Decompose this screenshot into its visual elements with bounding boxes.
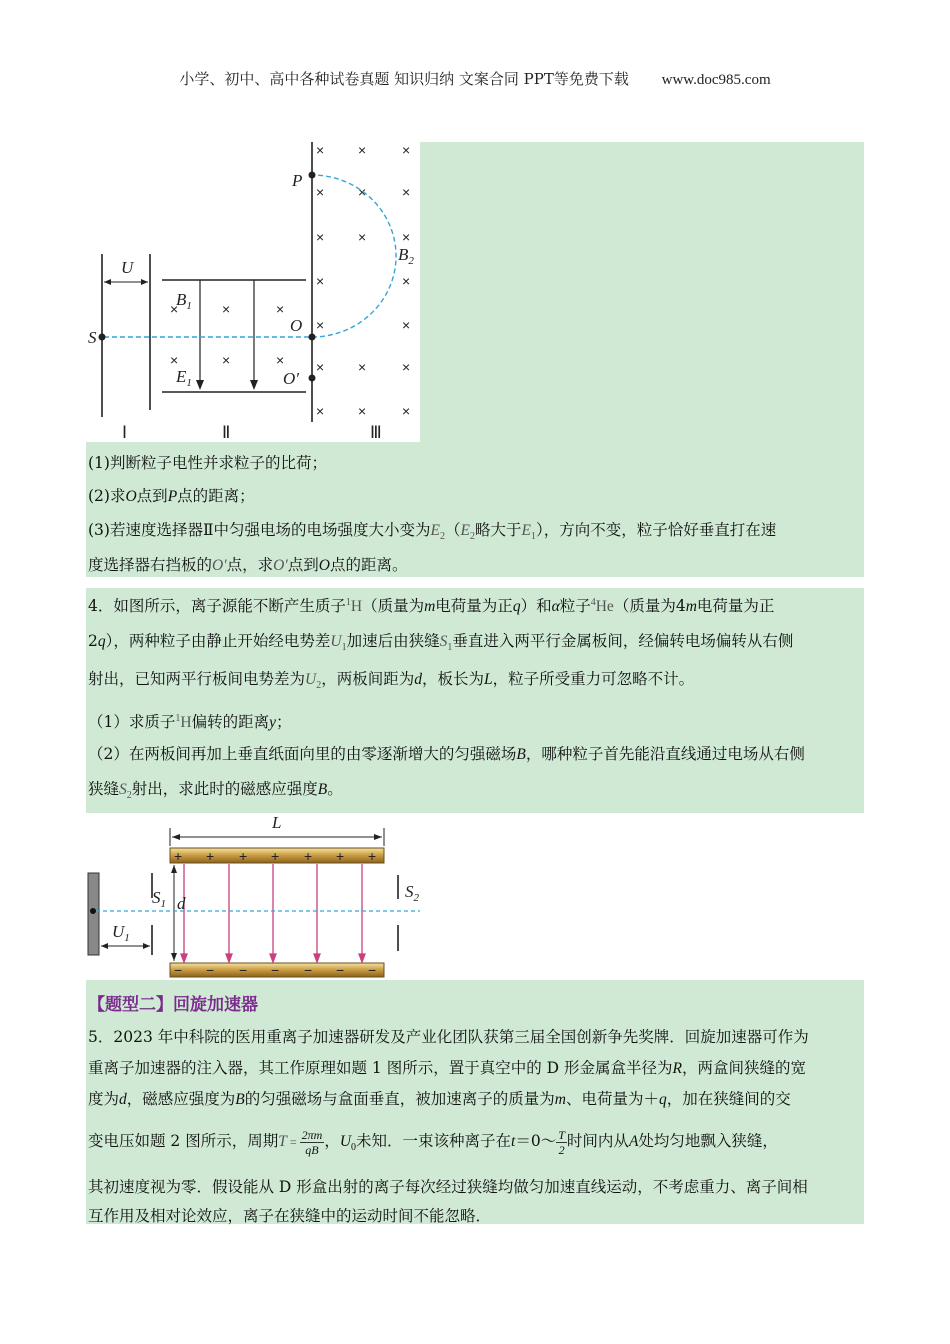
svg-text:+: + [368, 848, 377, 864]
svg-text:×: × [358, 359, 367, 375]
svg-text:×: × [402, 184, 411, 200]
fraction-half-period: $\frac{T}{2}$ [558, 1127, 565, 1157]
svg-text:×: × [358, 403, 367, 419]
q4-part2-line1: （2）在两板间再加上垂直纸面向里的由零逐渐增大的匀强磁场B，哪种粒子首先能沿直线通过电场从右侧 [88, 745, 805, 763]
label-O-prime: O′ [283, 369, 299, 388]
svg-text:×: × [316, 317, 325, 333]
q4-part2-line2: 狭缝$S_2$射出，求此时的磁感应强度B。 [88, 780, 343, 802]
q1-part2: (2)求O点到P点的距离； [88, 487, 255, 505]
svg-text:−: − [271, 962, 280, 978]
header-site-link[interactable]: www.doc985.com [661, 72, 771, 88]
svg-text:+: + [336, 848, 345, 864]
svg-text:−: − [239, 962, 248, 978]
svg-text:×: × [170, 301, 179, 317]
q4-line3: 射出，已知两平行板间电势差为$U_2$，两板间距为d，板长为L，粒子所受重力可忽略不计。 [88, 670, 695, 692]
svg-text:−: − [304, 962, 313, 978]
electric-field-arrows [181, 864, 365, 962]
label-B2: $B_2$ [398, 245, 414, 267]
q5-line6: 互作用及相对论效应，离子在狭缝中的运动时间不能忽略． [88, 1207, 492, 1225]
svg-text:+: + [239, 848, 248, 864]
q5-line4: 变电压如题 2 图所示，周期T = $\frac{2\pi m}{qB}$ ，$U_0$未知．一束该种离子在t＝0～ $\frac{T}{2}$ 时间内从A处均匀地飘入狭缝， [88, 1127, 778, 1157]
svg-text:×: × [402, 273, 411, 289]
svg-text:×: × [222, 352, 231, 368]
svg-text:×: × [316, 359, 325, 375]
svg-text:×: × [402, 403, 411, 419]
svg-text:×: × [316, 142, 325, 158]
q5-line3: 度为d，磁感应强度为B的匀强磁场与盒面垂直，被加速离子的质量为m、电荷量为＋q，加在狭缝间的交 [88, 1090, 791, 1108]
figure-velocity-selector-svg [86, 142, 420, 442]
svg-text:×: × [402, 317, 411, 333]
svg-text:×: × [358, 184, 367, 200]
label-S2: $S_2$ [405, 882, 419, 904]
svg-text:−: − [206, 962, 215, 978]
label-P: P [292, 171, 303, 190]
figure-deflection-plates-svg [86, 813, 425, 980]
fraction-period: $\frac{2\pi m}{qB}$ [301, 1127, 323, 1157]
page-header [0, 68, 950, 89]
q4-line1: 4．如图所示，离子源能不断产生质子$^1$H（质量为m电荷量为正q）和α粒子$^4$He（质量为4m电荷量为正 [88, 597, 775, 616]
svg-text:−: − [336, 962, 345, 978]
svg-text:+: + [174, 848, 183, 864]
svg-text:×: × [402, 142, 411, 158]
svg-text:×: × [402, 359, 411, 375]
q1-part3-line2: 度选择器右挡板的O′点，求O′点到O点的距离。 [88, 556, 408, 574]
figure-velocity-selector [86, 142, 420, 442]
svg-text:×: × [316, 184, 325, 200]
svg-text:×: × [358, 229, 367, 245]
q5-line2: 重离子加速器的注入器，其工作原理如题 1 图所示，置于真空中的 D 形金属盒半径为R，两盒间狭缝的宽 [88, 1059, 806, 1077]
label-d: d [177, 894, 186, 913]
region-1-label: Ⅰ [122, 423, 128, 442]
section-heading-cyclotron: 【题型二】回旋加速器 [88, 995, 258, 1015]
label-U1: $U_1$ [112, 922, 130, 944]
region-3-label: Ⅲ [370, 423, 382, 442]
q1-part3-line1: (3)若速度选择器Ⅱ中匀强电场的电场强度大小变为$E_2(E_2$略大于$E_1$），方向不变，粒子恰好垂直打在速 [88, 521, 777, 543]
svg-text:×: × [316, 229, 325, 245]
field-crosses-region-3 [316, 142, 410, 419]
region-2-label: Ⅱ [222, 423, 231, 442]
svg-text:×: × [358, 142, 367, 158]
svg-text:×: × [276, 352, 285, 368]
svg-text:×: × [222, 301, 231, 317]
q5-line5: 其初速度视为零．假设能从 D 形盒出射的离子每次经过狭缝均做匀加速直线运动，不考虑重力、离子间相 [88, 1178, 808, 1196]
label-L: L [272, 813, 282, 832]
label-U: U [121, 258, 134, 277]
svg-text:+: + [206, 848, 215, 864]
svg-text:−: − [368, 962, 377, 978]
header-text: 小学、初中、高中各种试卷真题 知识归纳 文案合同 PPT等免费下载 [179, 70, 629, 88]
q5-line1: 5．2023 年中科院的医用重离子加速器研发及产业化团队获第三届全国创新争先奖牌．回旋加速器可作为 [88, 1028, 809, 1046]
svg-text:+: + [271, 848, 280, 864]
svg-text:×: × [402, 229, 411, 245]
label-E1: $E_1$ [176, 367, 192, 389]
svg-text:×: × [316, 273, 325, 289]
svg-text:×: × [316, 403, 325, 419]
label-S1: $S_1$ [152, 888, 166, 910]
q4-part1: （1）求质子$^1$H偏转的距离y； [88, 713, 292, 732]
label-B1: $B_1$ [176, 290, 192, 312]
svg-text:×: × [276, 301, 285, 317]
label-S: S [88, 328, 97, 347]
q4-line2: 2q），两种粒子由静止开始经电势差$U_1$加速后由狭缝$S_1$垂直进入两平行金属板间，经偏转电场偏转从右侧 [88, 632, 794, 654]
svg-text:+: + [304, 848, 313, 864]
svg-text:×: × [170, 352, 179, 368]
svg-text:−: − [174, 962, 183, 978]
label-O: O [290, 316, 303, 335]
q1-part1: (1)判断粒子电性并求粒子的比荷； [88, 454, 327, 472]
figure-deflection-plates [86, 813, 425, 980]
